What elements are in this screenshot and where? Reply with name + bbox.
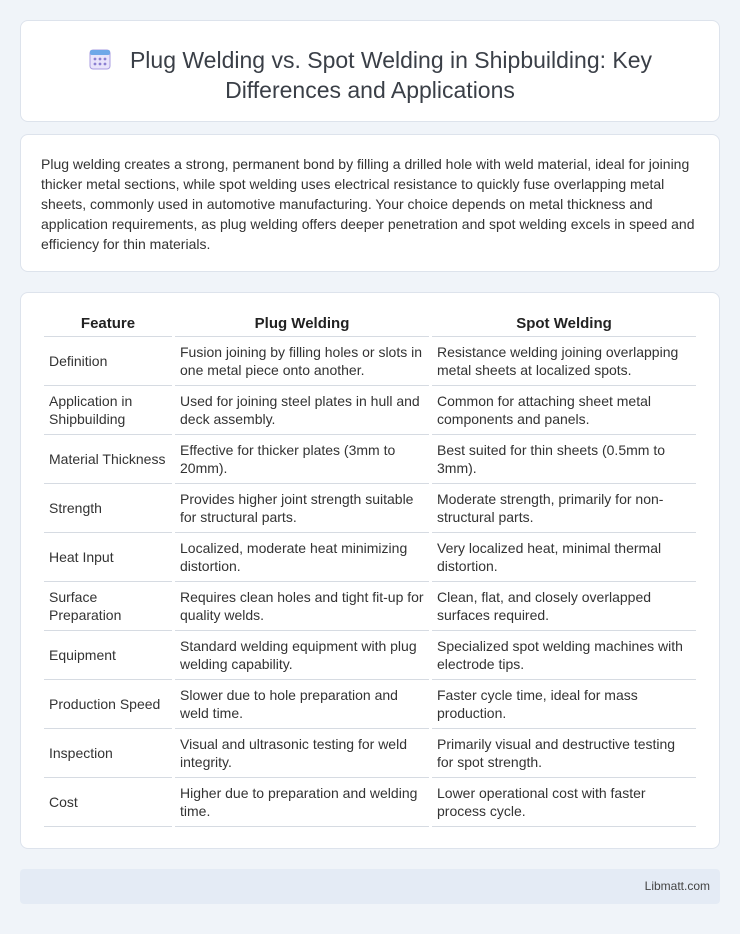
spot-cell: Common for attaching sheet metal components and panels. (432, 386, 696, 435)
spot-cell: Specialized spot welding machines with electrode tips. (432, 631, 696, 680)
feature-cell: Application in Shipbuilding (44, 386, 172, 435)
feature-cell: Definition (44, 337, 172, 386)
page-title-wrap (21, 45, 719, 105)
table-row (44, 631, 696, 680)
footer-site-link[interactable]: Libmatt.com (644, 879, 710, 893)
feature-cell: Heat Input (44, 533, 172, 582)
plug-cell: Localized, moderate heat minimizing distortion. (175, 533, 429, 582)
plug-cell: Used for joining steel plates in hull and deck assembly. (175, 386, 429, 435)
plug-cell: Fusion joining by filling holes or slots in one metal piece onto another. (175, 337, 429, 386)
table-row (44, 386, 696, 435)
table-row (44, 435, 696, 484)
feature-cell: Cost (44, 778, 172, 827)
spot-cell: Faster cycle time, ideal for mass production. (432, 680, 696, 729)
feature-cell: Material Thickness (44, 435, 172, 484)
intro-card (20, 134, 720, 272)
feature-cell: Strength (44, 484, 172, 533)
plug-cell: Requires clean holes and tight fit-up for quality welds. (175, 582, 429, 631)
plug-cell: Slower due to hole preparation and weld time. (175, 680, 429, 729)
table-row (44, 533, 696, 582)
header-plug-welding: Plug Welding (175, 313, 429, 337)
table-row (44, 729, 696, 778)
intro-paragraph: Plug welding creates a strong, permanent bond by filling a drilled hole with weld material, ideal for joining thicker metal sections, while spot welding uses electrical resistance to quickly fuse overlapping metal sheets, commonly used in automotive manufacturing. Your choice depends on metal thickness and application requirements, as plug welding offers deeper penetration and spot welding excels in speed and efficiency for thin materials. (41, 156, 695, 252)
title-card (20, 20, 720, 122)
feature-cell: Inspection (44, 729, 172, 778)
footer-bar (20, 869, 720, 904)
spot-cell: Very localized heat, minimal thermal distortion. (432, 533, 696, 582)
plug-cell: Higher due to preparation and welding time. (175, 778, 429, 827)
spot-cell: Moderate strength, primarily for non-structural parts. (432, 484, 696, 533)
spot-cell: Resistance welding joining overlapping metal sheets at localized spots. (432, 337, 696, 386)
header-feature: Feature (44, 313, 172, 337)
feature-cell: Surface Preparation (44, 582, 172, 631)
table-row (44, 484, 696, 533)
plug-cell: Effective for thicker plates (3mm to 20mm). (175, 435, 429, 484)
spot-cell: Best suited for thin sheets (0.5mm to 3mm). (432, 435, 696, 484)
spot-cell: Clean, flat, and closely overlapped surfaces required. (432, 582, 696, 631)
plug-cell: Visual and ultrasonic testing for weld integrity. (175, 729, 429, 778)
calendar-grid-icon (88, 47, 112, 71)
page-title: Plug Welding vs. Spot Welding in Shipbuilding: Key Differences and Applications (129, 47, 653, 103)
comparison-card (20, 292, 720, 849)
table-row (44, 337, 696, 386)
table-row (44, 680, 696, 729)
plug-cell: Standard welding equipment with plug welding capability. (175, 631, 429, 680)
comparison-table (41, 313, 699, 827)
table-header-row (44, 313, 696, 337)
spot-cell: Lower operational cost with faster process cycle. (432, 778, 696, 827)
header-spot-welding: Spot Welding (432, 313, 696, 337)
table-row (44, 582, 696, 631)
plug-cell: Provides higher joint strength suitable for structural parts. (175, 484, 429, 533)
feature-cell: Production Speed (44, 680, 172, 729)
table-row (44, 778, 696, 827)
feature-cell: Equipment (44, 631, 172, 680)
spot-cell: Primarily visual and destructive testing for spot strength. (432, 729, 696, 778)
